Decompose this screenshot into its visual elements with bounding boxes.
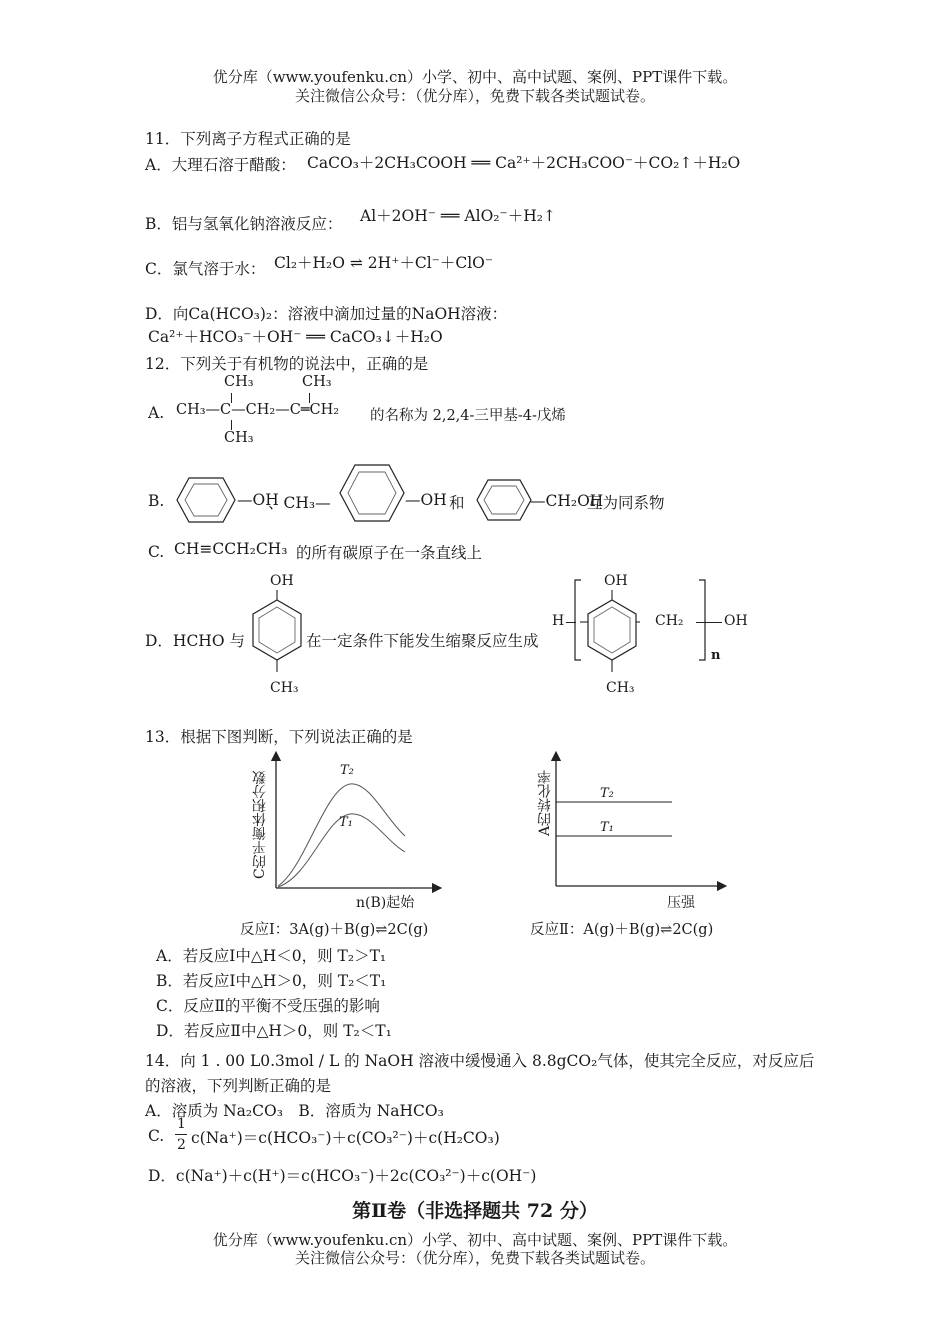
graph2-label-t1: T₁ (600, 820, 614, 835)
q12-option-c-label: C. (148, 543, 165, 561)
q12-d-polymer-n: n (711, 648, 721, 663)
q12-d-polymer-end-oh: OH (724, 613, 748, 629)
graph2-label-t2: T₂ (600, 786, 614, 801)
footer-line-2: 关注微信公众号：（优分库），免费下载各类试题试卷。 (294, 1249, 655, 1267)
q11-option-c-equation: Cl₂＋H₂O ⇌ 2H⁺＋Cl⁻＋ClO⁻ (274, 254, 494, 272)
q12-option-a-text: 的名称为 2,2,4-三甲基-4-戊烯 (370, 408, 566, 424)
q14-c-fraction-numerator: 1 (177, 1116, 186, 1132)
q12-a-bond-bottom (231, 420, 232, 430)
q11-option-c-label: C．氯气溶于水： (145, 260, 266, 278)
q12-stem: 12．下列关于有机物的说法中，正确的是 (145, 355, 429, 373)
q11-option-d-equation: Ca²⁺＋HCO₃⁻＋OH⁻ ══ CaCO₃↓＋H₂O (148, 328, 443, 346)
q12-d-polymer-h: H (552, 613, 565, 629)
q12-d-polymer-ch2: CH₂ (655, 613, 684, 629)
q13-option-a: A．若反应Ⅰ中△H＜0，则 T₂＞T₁ (156, 947, 387, 965)
q12-d-monomer-ch3: CH₃ (270, 680, 299, 696)
header-line-1: 优分库（www.youfenku.cn）小学、初中、高中试题、案例、PPT课件下载。 (212, 68, 738, 86)
q11-option-a-label: A．大理石溶于醋酸： (145, 156, 296, 174)
benzene-ring-icon (475, 477, 533, 523)
graph2-x-label: 压强 (667, 895, 695, 911)
q11-option-d-label: D．向Ca(HCO₃)₂：溶液中滴加过量的NaOH溶液： (145, 305, 508, 323)
q14-option-c-label: C. (148, 1127, 165, 1145)
q12-a-methyl-top-2: CH₃ (302, 374, 332, 390)
benzene-ring-icon (175, 475, 237, 525)
q14-stem-line-2: 的溶液，下列判断正确的是 (145, 1077, 332, 1095)
p-cresol-ring-icon (249, 590, 305, 672)
q14-c-fraction-denominator: 2 (177, 1137, 186, 1153)
q11-option-b-label: B．铝与氢氧化钠溶液反应： (145, 215, 343, 233)
q12-b-benzyl-alcohol: —CH₂OH (530, 492, 604, 510)
q11-stem: 11．下列离子方程式正确的是 (145, 130, 351, 148)
q12-b-phenol-oh: —OH (237, 491, 279, 509)
q12-a-methyl-top-1: CH₃ (224, 374, 254, 390)
graph1-x-label: n(B)起始 (356, 895, 415, 911)
q14-stem-line-1: 14．向 1 . 00 L0.3mol / L 的 NaOH 溶液中缓慢通入 8.8gCO₂气体，使其完全反应，对反应后 (145, 1052, 815, 1070)
q13-option-b: B．若反应Ⅰ中△H＞0，则 T₂＜T₁ (156, 972, 387, 990)
q12-b-separator: 、CH₃— (268, 494, 331, 512)
q12-a-main-chain: CH₃—C—CH₂—C═CH₂ (176, 402, 340, 418)
q12-option-d-label: D．HCHO 与 (145, 632, 245, 650)
q12-option-d-text: 在一定条件下能发生缩聚反应生成 (306, 632, 539, 650)
q13-option-d: D．若反应Ⅱ中△H＞0，则 T₂＜T₁ (156, 1022, 392, 1040)
header-line-2: 关注微信公众号：（优分库），免费下载各类试题试卷。 (294, 87, 655, 105)
q12-b-cresol-oh: —OH (405, 491, 447, 509)
q12-d-bond-end (696, 622, 722, 623)
q11-option-b-equation: Al＋2OH⁻ ══ AlO₂⁻＋H₂↑ (360, 207, 556, 225)
graph1-caption: 反应Ⅰ：3A(g)＋B(g)⇌2C(g) (240, 922, 429, 938)
section-title: 第Ⅱ卷（非选择题共 72 分） (352, 1200, 598, 1222)
q12-option-c-text: 的所有碳原子在一条直线上 (296, 544, 483, 562)
q13-stem: 13．根据下图判断，下列说法正确的是 (145, 728, 413, 746)
q12-a-methyl-bottom: CH₃ (224, 430, 254, 446)
q14-option-d: D．c(Na⁺)＋c(H⁺)＝c(HCO₃⁻)＋2c(CO₃²⁻)＋c(OH⁻) (148, 1167, 537, 1185)
graph1-curve-t2 (278, 784, 405, 886)
graph2-caption: 反应Ⅱ：A(g)＋B(g)⇌2C(g) (530, 922, 714, 938)
q12-option-b-label: B. (148, 492, 165, 510)
q11-option-a-equation: CaCO₃＋2CH₃COOH ══ Ca²⁺＋2CH₃COO⁻＋CO₂↑＋H₂O (307, 154, 741, 172)
q12-d-monomer-oh: OH (270, 573, 294, 589)
q13-option-c: C．反应Ⅱ的平衡不受压强的影响 (156, 997, 380, 1015)
q12-option-a-label: A. (148, 404, 165, 422)
benzene-ring-icon (338, 462, 406, 524)
q12-option-b-text: 互为同系物 (587, 494, 665, 512)
graph1-y-label: C的平衡体积分数 (252, 770, 268, 880)
q14-option-c-equation: c(Na⁺)＝c(HCO₃⁻)＋c(CO₃²⁻)＋c(H₂CO₃) (191, 1129, 500, 1147)
polymer-ring-icon (580, 590, 640, 672)
graph1-label-t2: T₂ (340, 763, 354, 778)
graph1-label-t1: T₁ (339, 815, 353, 830)
q12-c-formula: CH≡CCH₂CH₃ (174, 540, 288, 558)
q14-options-a-b: A．溶质为 Na₂CO₃ B．溶质为 NaHCO₃ (145, 1102, 444, 1120)
graph2-y-label: A的转化率 (537, 769, 553, 837)
graph-reaction-2 (540, 748, 740, 900)
q12-d-polymer-oh: OH (604, 573, 628, 589)
footer-line-1: 优分库（www.youfenku.cn）小学、初中、高中试题、案例、PPT课件下载。 (212, 1231, 738, 1249)
q14-c-fraction-bar (175, 1134, 187, 1135)
q12-b-and: 和 (449, 494, 465, 512)
q12-d-polymer-ch3: CH₃ (606, 680, 635, 696)
